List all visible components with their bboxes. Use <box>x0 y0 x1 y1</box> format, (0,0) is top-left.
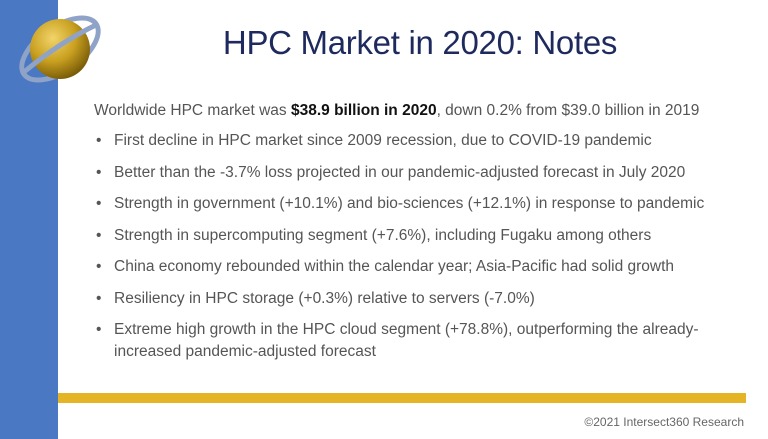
bullet-item <box>94 319 734 363</box>
bottom-accent-bar <box>58 393 746 403</box>
slide-body <box>94 100 734 373</box>
bullet-item <box>94 225 734 247</box>
bullet-text: Strength in government (+10.1%) and bio-sciences (+12.1%) in response to pandemic <box>114 195 705 212</box>
bullet-list <box>94 130 734 363</box>
slide-title: HPC Market in 2020: Notes <box>222 24 618 61</box>
bullet-text: China economy rebounded within the calendar year; Asia-Pacific had solid growth <box>114 258 675 275</box>
bullet-item <box>94 288 734 310</box>
bullet-text: Better than the -3.7% loss projected in our pandemic-adjusted forecast in July 2020 <box>114 163 686 181</box>
bullet-marker: • <box>96 321 102 338</box>
copyright-notice: ©2021 Intersect360 Research <box>584 415 744 429</box>
bullet-text: Resiliency in HPC storage (+0.3%) relative to servers (-7.0%) <box>114 289 535 307</box>
bullet-marker: • <box>96 226 102 244</box>
bullet-item <box>94 256 734 278</box>
bullet-marker: • <box>96 132 102 149</box>
bullet-marker: • <box>96 195 102 212</box>
bullet-marker: • <box>96 289 102 307</box>
lead-highlight: $38.9 billion in 2020 <box>290 102 437 119</box>
lead-text-start: Worldwide HPC market was <box>94 102 291 119</box>
bullet-marker: • <box>96 163 102 181</box>
bullet-text: Extreme high growth in the HPC cloud segment (+78.8%), outperforming the already-increased pandemic-adjusted forecast <box>114 321 699 360</box>
bullet-item <box>94 130 734 152</box>
lead-text-end: , down 0.2% from $39.0 billion in 2019 <box>436 102 700 119</box>
bullet-marker: • <box>96 258 102 275</box>
lead-statement <box>94 100 734 122</box>
bullet-item <box>94 193 734 215</box>
bullet-item <box>94 162 734 184</box>
bullet-text: First decline in HPC market since 2009 recession, due to COVID-19 pandemic <box>114 132 652 149</box>
globe-orbit-icon <box>10 2 106 94</box>
bullet-text: Strength in supercomputing segment (+7.6%), including Fugaku among others <box>114 226 652 244</box>
